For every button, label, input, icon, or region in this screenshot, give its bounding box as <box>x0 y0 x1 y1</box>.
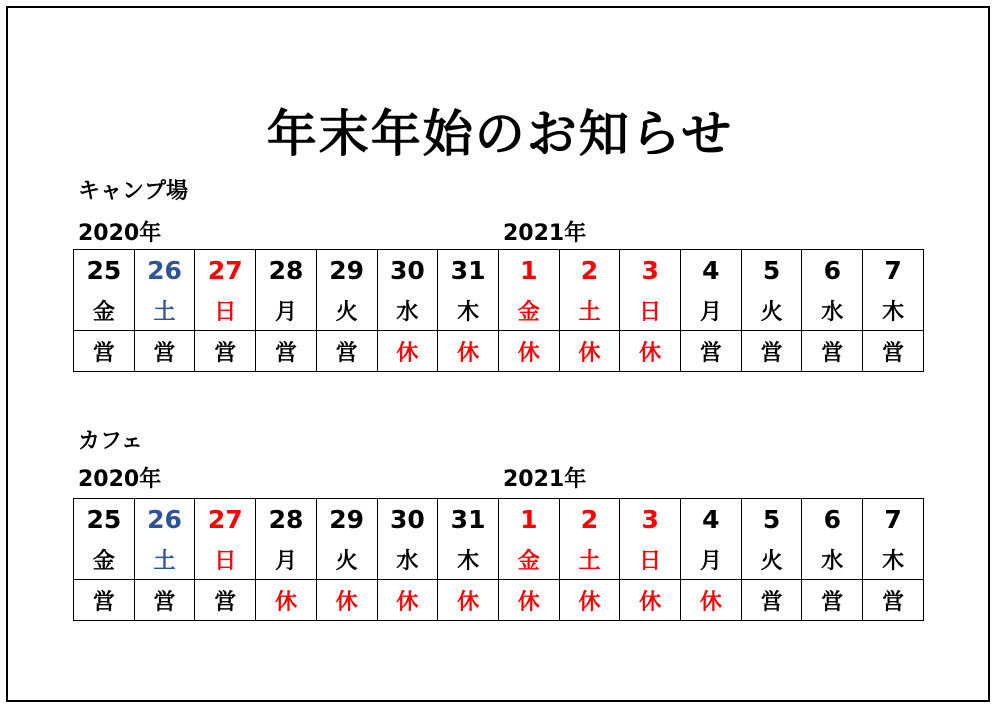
status-cell: 休 <box>681 580 742 621</box>
status-cell: 営 <box>316 331 377 372</box>
status-cell: 営 <box>741 580 802 621</box>
status-cell: 営 <box>256 331 317 372</box>
calendar-table-campsite <box>73 249 924 372</box>
date-cell: 30 <box>377 499 438 540</box>
year-start-cafe: 2020年 <box>78 467 162 492</box>
status-cell: 営 <box>741 331 802 372</box>
status-cell: 休 <box>316 580 377 621</box>
day-of-week-cell: 月 <box>681 539 742 580</box>
day-of-week-cell: 木 <box>863 539 924 580</box>
day-of-week-cell: 木 <box>438 539 499 580</box>
day-of-week-cell: 月 <box>681 290 742 331</box>
day-of-week-cell: 金 <box>74 539 135 580</box>
date-cell: 4 <box>681 250 742 291</box>
date-cell: 5 <box>741 499 802 540</box>
date-cell: 7 <box>863 250 924 291</box>
status-cell: 営 <box>74 331 135 372</box>
date-row <box>74 499 924 540</box>
status-cell: 営 <box>681 331 742 372</box>
date-cell: 27 <box>195 250 256 291</box>
status-cell: 休 <box>559 331 620 372</box>
day-of-week-cell: 土 <box>559 539 620 580</box>
status-cell: 営 <box>802 580 863 621</box>
day-of-week-cell: 水 <box>377 290 438 331</box>
status-cell: 営 <box>863 580 924 621</box>
day-of-week-cell: 日 <box>195 539 256 580</box>
date-cell: 4 <box>681 499 742 540</box>
date-cell: 30 <box>377 250 438 291</box>
date-row <box>74 250 924 291</box>
date-cell: 5 <box>741 250 802 291</box>
date-cell: 25 <box>74 499 135 540</box>
date-cell: 3 <box>620 499 681 540</box>
day-of-week-cell: 水 <box>377 539 438 580</box>
status-cell: 休 <box>559 580 620 621</box>
status-cell: 休 <box>620 331 681 372</box>
status-cell: 営 <box>134 331 195 372</box>
day-of-week-cell: 木 <box>863 290 924 331</box>
date-cell: 2 <box>559 499 620 540</box>
day-of-week-cell: 金 <box>74 290 135 331</box>
day-of-week-cell: 日 <box>195 290 256 331</box>
day-of-week-row <box>74 539 924 580</box>
status-cell: 営 <box>195 331 256 372</box>
date-cell: 26 <box>134 499 195 540</box>
date-cell: 6 <box>802 499 863 540</box>
status-cell: 営 <box>802 331 863 372</box>
day-of-week-cell: 火 <box>741 290 802 331</box>
date-cell: 29 <box>316 499 377 540</box>
date-cell: 6 <box>802 250 863 291</box>
day-of-week-cell: 日 <box>620 539 681 580</box>
year-next-cafe: 2021年 <box>503 467 587 492</box>
date-cell: 7 <box>863 499 924 540</box>
status-cell: 休 <box>377 331 438 372</box>
date-cell: 28 <box>256 499 317 540</box>
year-start-campsite: 2020年 <box>78 221 162 246</box>
date-cell: 28 <box>256 250 317 291</box>
year-next-campsite: 2021年 <box>503 221 587 246</box>
status-row <box>74 580 924 621</box>
day-of-week-cell: 火 <box>316 539 377 580</box>
calendar-table-cafe <box>73 498 924 621</box>
date-cell: 31 <box>438 499 499 540</box>
date-cell: 1 <box>498 250 559 291</box>
status-cell: 休 <box>256 580 317 621</box>
date-cell: 29 <box>316 250 377 291</box>
day-of-week-cell: 金 <box>498 539 559 580</box>
day-of-week-cell: 水 <box>802 539 863 580</box>
day-of-week-cell: 月 <box>256 539 317 580</box>
date-cell: 1 <box>498 499 559 540</box>
status-cell: 営 <box>134 580 195 621</box>
status-cell: 休 <box>498 331 559 372</box>
day-of-week-cell: 木 <box>438 290 499 331</box>
status-cell: 休 <box>498 580 559 621</box>
day-of-week-cell: 月 <box>256 290 317 331</box>
page-title: 年末年始のお知らせ <box>266 105 734 163</box>
day-of-week-cell: 水 <box>802 290 863 331</box>
status-cell: 営 <box>863 331 924 372</box>
status-row <box>74 331 924 372</box>
date-cell: 31 <box>438 250 499 291</box>
status-cell: 休 <box>438 331 499 372</box>
day-of-week-cell: 火 <box>741 539 802 580</box>
day-of-week-cell: 土 <box>134 539 195 580</box>
status-cell: 営 <box>74 580 135 621</box>
day-of-week-cell: 金 <box>498 290 559 331</box>
day-of-week-cell: 火 <box>316 290 377 331</box>
status-cell: 休 <box>620 580 681 621</box>
day-of-week-row <box>74 290 924 331</box>
status-cell: 休 <box>438 580 499 621</box>
date-cell: 3 <box>620 250 681 291</box>
date-cell: 26 <box>134 250 195 291</box>
section-label-cafe: カフェ <box>78 429 143 454</box>
date-cell: 27 <box>195 499 256 540</box>
day-of-week-cell: 土 <box>134 290 195 331</box>
date-cell: 2 <box>559 250 620 291</box>
status-cell: 休 <box>377 580 438 621</box>
day-of-week-cell: 日 <box>620 290 681 331</box>
section-label-campsite: キャンプ場 <box>78 179 189 204</box>
day-of-week-cell: 土 <box>559 290 620 331</box>
date-cell: 25 <box>74 250 135 291</box>
status-cell: 営 <box>195 580 256 621</box>
